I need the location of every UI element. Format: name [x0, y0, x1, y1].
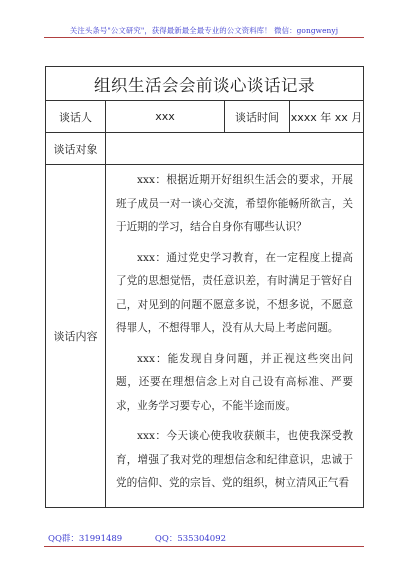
paragraph: xxx：根据近期开好组织生活会的要求，开展班子成员一对一谈心交流，希望你能畅所欲言，关于近期的学习，结合自身你有哪些认识？ — [116, 174, 353, 233]
target-value — [106, 133, 364, 165]
footer-divider — [44, 546, 364, 547]
content-body — [116, 165, 353, 507]
content-cell — [106, 165, 364, 508]
footer — [48, 532, 368, 544]
header-note: 关注头条号"公文研究"，获得最新最全最专业的公文资料库！ 微信：gongwenyj — [69, 26, 339, 35]
header-divider — [44, 37, 364, 38]
paragraph: xxx：今天谈心使我收获颇丰，也使我深受教育，增强了我对党的理想信念和纪律意识，忠诚于党的信仰、党的宗旨、党的组织，树立清风正气看 — [116, 430, 353, 489]
content-label: 谈话内容 — [46, 165, 106, 508]
document-title: 组织生活会会前谈心谈话记录 — [46, 67, 364, 101]
footer-qq-group: QQ群：31991489 — [48, 534, 123, 544]
paragraph: xxx：能发现自身问题，并正视这些突出问题，还要在理想信念上对自己设有高标准、严要求，业务学习要专心，不能半途而废。 — [116, 352, 353, 412]
target-label: 谈话对象 — [46, 133, 106, 165]
paragraph: xxx：通过党史学习教育，在一定程度上提高了党的思想觉悟，责任意识差，有时满足于管好自己，对见到的问题不愿意多说，不想多说，不愿意得罪人，不想得罪人，没有从大局上考虑问题。 — [116, 251, 353, 334]
record-table — [45, 66, 364, 508]
time-value: xxxx 年 xx 月 — [290, 101, 364, 133]
talker-value: xxx — [106, 101, 225, 133]
footer-qq: QQ：535304092 — [154, 534, 227, 544]
talker-label: 谈话人 — [46, 101, 106, 133]
time-label: 谈话时间 — [225, 101, 290, 133]
